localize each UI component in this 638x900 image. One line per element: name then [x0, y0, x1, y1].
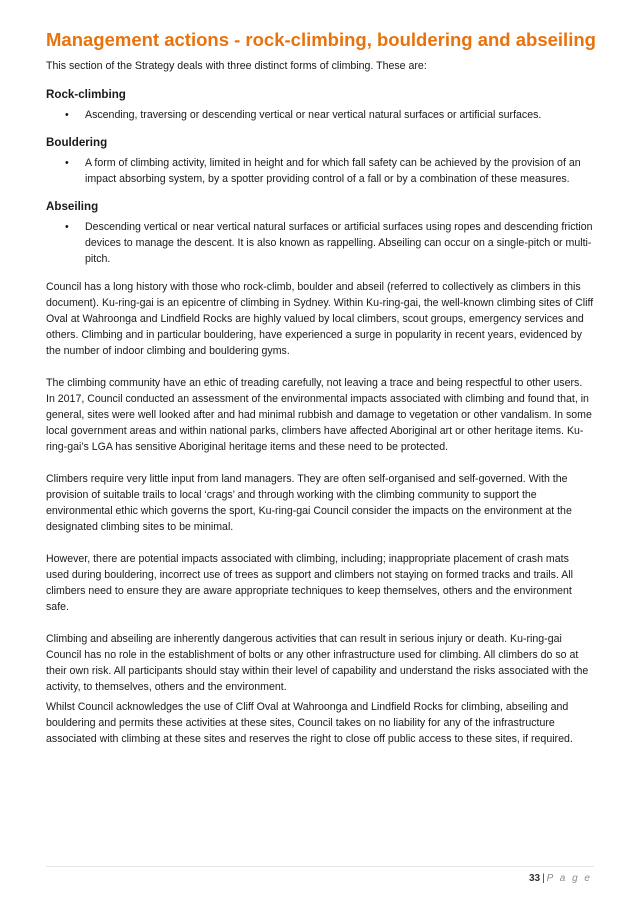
- definition-text: Descending vertical or near vertical natural surfaces or artificial surfaces using ropes and descending friction devices to manage the descent. It is also known as rappelling. Abseiling can occur on a single-pitch or multi-pitch.: [85, 221, 593, 265]
- footer-divider: [46, 866, 594, 867]
- bullet-icon: •: [65, 109, 69, 121]
- definition-list: [46, 155, 594, 187]
- section-rock-climbing: [46, 87, 594, 123]
- definition-bullet: [46, 219, 594, 267]
- section-heading-bouldering: Bouldering: [46, 136, 108, 149]
- page-title: Management actions - rock-climbing, bouldering and abseiling: [46, 29, 596, 50]
- section-heading-abseiling: Abseiling: [46, 200, 99, 213]
- bullet-icon: •: [65, 221, 69, 233]
- page-label: P a g e: [546, 873, 592, 884]
- section-heading-rock-climbing: Rock-climbing: [46, 88, 126, 101]
- body-paragraph-risk: Climbing and abseiling are inherently dangerous activities that can result in serious injury or death. Ku-ring-gai Council has no role in the establishment of bolts or any other infrastructure used for climbing. All climbers do so at their own risk. All participants should stay within their level of capability and understand the risks associated with the activity, to themselves, others and the environment.: [46, 633, 589, 693]
- definition-list: [46, 107, 594, 123]
- body-paragraph-ethic: The climbing community have an ethic of treading carefully, not leaving a trace and being respectful to other users. In 2017, Council conducted an assessment of the environmental impacts associated with climbing and found that, in general, sites were well looked after and had minimal rubbish and damage to vegetation or other vandalism. In some local government areas and within national parks, climbers have affected Aboriginal art or other heritage items. Ku-ring-gai’s LGA has sensitive Aboriginal heritage items and these need to be protected.: [46, 377, 592, 453]
- definition-bullet: [46, 155, 594, 187]
- document-page: [46, 28, 594, 763]
- body-paragraph-land-managers: Climbers require very little input from land managers. They are often self-organised and self-governed. With the provision of suitable trails to local ‘crags’ and through working with the climbing community to support the environmental ethic which governs the sport, Ku-ring-gai Council consider the impacts on the environment at the designated climbing sites to be minimal.: [46, 473, 572, 533]
- section-bouldering: [46, 135, 594, 187]
- definition-text: A form of climbing activity, limited in height and for which fall safety can be achieved by the provision of an impact absorbing system, by a spotter providing control of a fall or by a combination of these measures.: [85, 157, 581, 185]
- page-footer: [529, 872, 592, 886]
- section-abseiling: [46, 199, 594, 267]
- intro-paragraph: This section of the Strategy deals with three distinct forms of climbing. These are:: [46, 60, 427, 72]
- body-paragraph-liability: Whilst Council acknowledges the use of Cliff Oval at Wahroonga and Lindfield Rocks for climbing, abseiling and bouldering and permits these activities at these sites, Council takes on no liability for any of the infrastructure associated with climbing at these sites and reserves the right to close off public access to these sites, if required.: [46, 701, 573, 745]
- bullet-icon: •: [65, 157, 69, 169]
- body-paragraph-history: Council has a long history with those who rock-climb, boulder and abseil (referred to collectively as climbers in this document). Ku-ring-gai is an epicentre of climbing in Sydney. Within Ku-ring-gai, the well-known climbing sites of Cliff Oval at Wahroonga and Lindfield Rocks are highly valued by local climbers, scout groups, emergency services and others. Climbing and in particular bouldering, have experienced a surge in popularity in recent years, evidenced by the number of indoor climbing and bouldering gyms.: [46, 281, 594, 357]
- page-number: 33: [528, 873, 541, 884]
- definition-text: Ascending, traversing or descending vertical or near vertical natural surfaces or artificial surfaces.: [85, 109, 542, 121]
- definition-bullet: [46, 107, 594, 123]
- definition-list: [46, 219, 594, 267]
- footer-separator: |: [542, 873, 545, 884]
- body-paragraph-impacts: However, there are potential impacts associated with climbing, including; inappropriate placement of crash mats used during bouldering, incorrect use of trees as support and climbers not staying on formed tracks and trails. All climbers need to ensure they are aware appropriate techniques to keep themselves, others and the environment safe.: [46, 553, 574, 613]
